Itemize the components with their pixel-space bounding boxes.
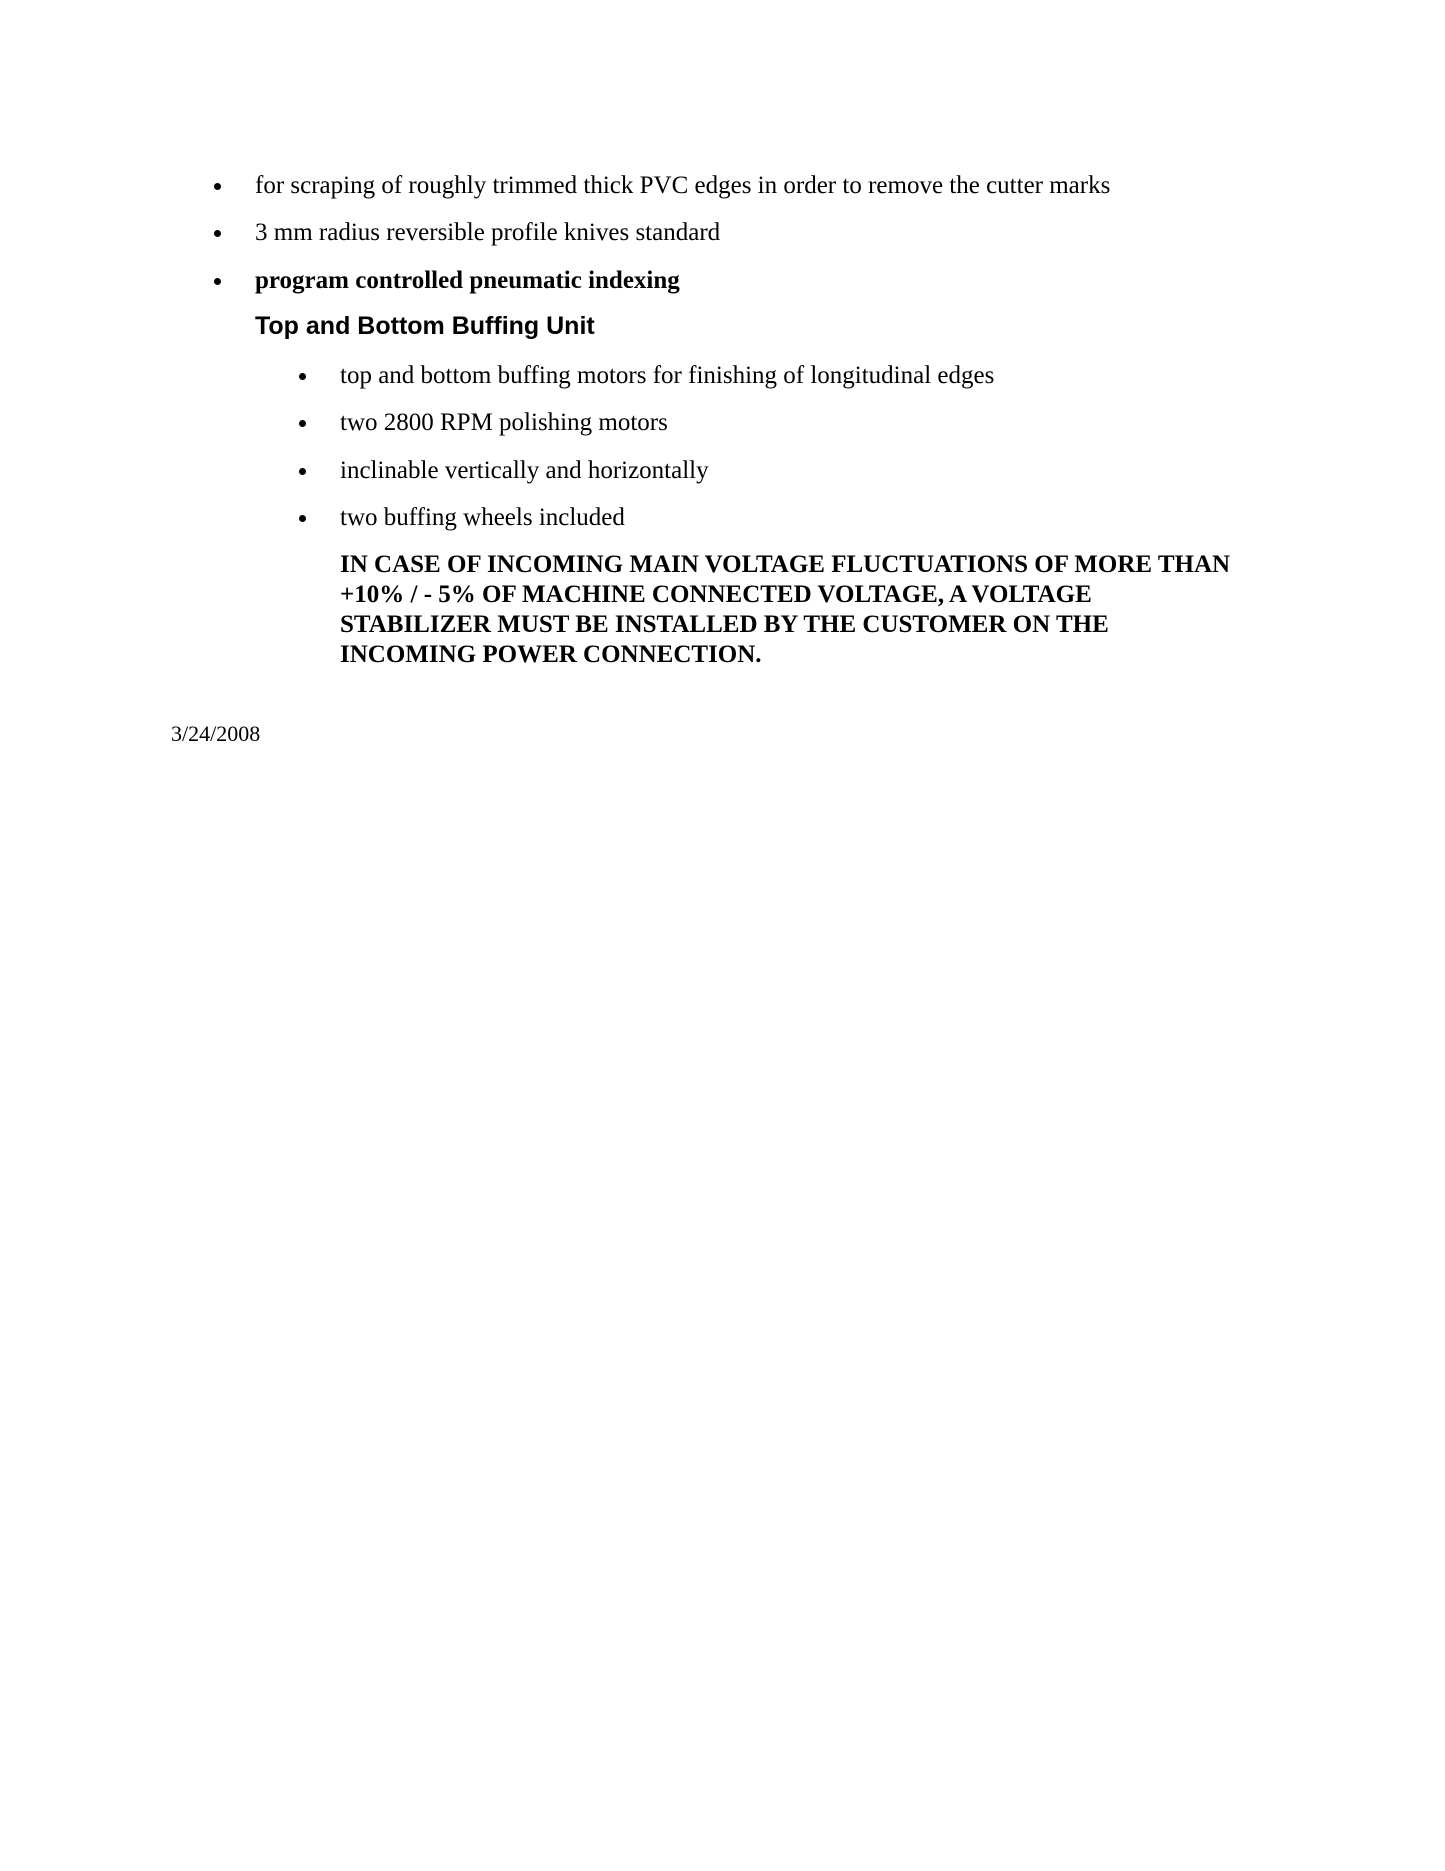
list-item-text: inclinable vertically and horizontally (340, 457, 709, 484)
bullet-icon (299, 373, 306, 380)
list-item-text: top and bottom buffing motors for finishing of longitudinal edges (340, 362, 995, 389)
bullet-icon (214, 183, 221, 190)
warning-line: STABILIZER MUST BE INSTALLED BY THE CUSTOMER ON THE (340, 611, 1109, 638)
bullet-icon (214, 230, 221, 237)
warning-line: +10% / - 5% OF MACHINE CONNECTED VOLTAGE, A VOLTAGE (340, 581, 1092, 608)
list-item-text: for scraping of roughly trimmed thick PVC edges in order to remove the cutter marks (255, 172, 1111, 199)
list-item-text: two buffing wheels included (340, 504, 625, 531)
list-item-text: 3 mm radius reversible profile knives standard (255, 219, 721, 246)
section-heading: Top and Bottom Buffing Unit (255, 312, 595, 340)
warning-line: IN CASE OF INCOMING MAIN VOLTAGE FLUCTUATIONS OF MORE THAN (340, 551, 1231, 578)
list-item-text: two 2800 RPM polishing motors (340, 409, 668, 436)
bullet-icon (214, 278, 221, 285)
voltage-warning (340, 550, 1300, 670)
warning-line: INCOMING POWER CONNECTION. (340, 641, 762, 668)
bullet-icon (299, 515, 306, 522)
footer-date: 3/24/2008 (171, 721, 261, 746)
bullet-icon (299, 468, 306, 475)
bullet-icon (299, 420, 306, 427)
list-item-text: program controlled pneumatic indexing (255, 267, 680, 294)
